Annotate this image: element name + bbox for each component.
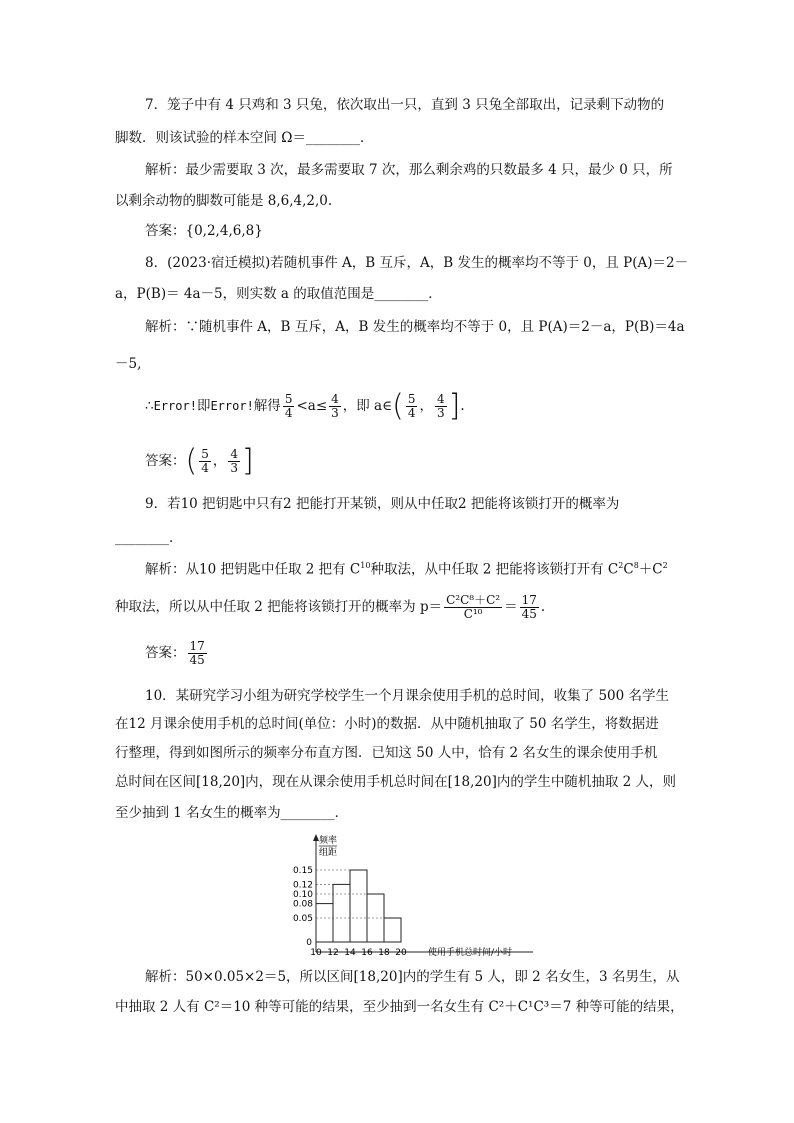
x-tick-label: 18 [378,948,390,958]
fraction-5-4: $\frac{5}{4}$ [284,392,293,420]
ji-a-in: ，即 a∈ [342,398,393,414]
answer-label: 答案： [145,453,186,469]
q8-solution-line3 [145,389,465,423]
right-bracket: ] [448,388,461,424]
y-tick-label: 0.15 [292,866,313,876]
q10-line5: 至少抽到 1 名女生的概率为________． [115,805,349,821]
interval-sep: ， [419,398,433,414]
q8-answer [145,444,254,478]
q9-line2: ________． [115,530,183,546]
q7-line1: 7．笼子中有 4 只鸡和 3 只兔，依次取出一只，直到 3 只兔全部取出，记录剩下动物的 [145,97,665,113]
histogram-bar [350,870,367,942]
y-tick-label: 0.10 [292,890,313,900]
q9-line1: 9．若10 把钥匙中只有2 把能打开某锁，则从中任取2 把能将该锁打开的概率为 [145,496,620,512]
probability-result: $\frac{17}{45}$ [521,593,537,621]
x-axis-label: 使用手机总时间/小时 [428,948,513,958]
q7-answer: 答案：{0,2,4,6,8} [145,223,263,239]
q10-line2: 在12 月课余使用手机的总时间(单位：小时)的数据．从中随机抽取了 50 名学生，将数据进 [115,716,659,732]
q10-line4: 总时间在区间[18,20]内，现在从课余使用手机总时间在[18,20]内的学生中随机抽取 2 人，则 [115,774,677,790]
answer-fraction: $\frac{17}{45}$ [189,639,205,667]
q7-line2: 脚数．则该试验的样本空间 Ω＝________． [115,130,374,146]
q8-solution-line1: 解析：∵随机事件 A，B 互斥，A，B 发生的概率均不等于 0，且 P(A)＝2－a，P(B)＝4a [145,319,685,335]
q9-solution-line1: 解析：从10 把钥匙中任取 2 把有 $C^{10}$种取法，从中任取 2 把能将该锁打开有 $C^2C^8+C^2$ [145,561,668,578]
x-tick-label: 20 [395,948,407,958]
q10-solution-line1: 解析：50×0.05×2＝5，所以区间[18,20]内的学生有 5 人，即 2 名女生，3 名男生，从 [145,969,680,985]
frequency-histogram [283,832,543,960]
fraction-4-3: $\frac{4}{3}$ [331,392,339,420]
x-tick-label: 12 [327,948,339,958]
q10-line1: 10．某研究学习小组为研究学校学生一个月课余使用手机的总时间，收集了 500 名学生 [145,688,670,704]
y-label-top: 频率 [319,836,338,846]
q10-solution-line2: 中抽取 2 人有 C²＝10 种等可能的结果，至少抽到一名女生有 C²＋C¹C³＝7 种等可能的结果， [115,999,684,1015]
y-tick-label: 0.05 [292,914,313,924]
error-text-2: Error! [210,399,254,413]
interval-sep: ， [212,453,227,469]
histogram-bar [384,918,401,942]
q8-solution-line2: －5, [115,356,142,372]
y-label-bottom: 组距 [319,848,338,858]
therefore-symbol: ∴ [145,398,154,414]
interval-high: $\frac{4}{3}$ [436,392,445,420]
interval-low: $\frac{5}{4}$ [407,392,416,420]
q7-solution-line1: 解析：最少需要取 3 次，最多需要取 7 次，那么剩余鸡的只数最多 4 只，最少 0 只，所 [145,162,673,178]
left-paren: ( [185,443,198,479]
q7-solution-line2: 以剩余动物的脚数可能是 8,6,4,2,0. [115,193,333,209]
left-paren: ( [392,388,404,424]
error-text-1: Error! [153,399,197,413]
period: . [460,398,465,414]
origin-label: 0 [306,938,312,948]
histogram-bar [316,904,333,942]
y-tick-label: 0.12 [292,880,313,891]
ji-text: 即 [196,398,211,414]
q9-solution-line2: 种取法，所以从中任取 2 把能将该锁打开的概率为 p＝ $\frac{\text{C²C⁸＋C²}}{\text{C¹⁰}}$ ＝ $\frac{17}{45}$ . [115,593,546,621]
q8-line1: 8．(2023·宿迁模拟)若随机事件 A，B 互斥，A，B 发生的概率均不等于 0，且 P(A)＝2－ [145,255,689,271]
jiede-text: 解得 [253,398,281,414]
probability-fraction: $\frac{\text{C²C⁸＋C²}}{\text{C¹⁰}}$ [446,593,501,621]
lt-a-le: <a≤ [296,398,328,414]
q10-line3: 行整理，得到如图所示的频率分布直方图．已知这 50 人中，恰有 2 名女生的课余使用手机 [115,745,658,761]
q8-line2: a，P(B)＝ 4a－5，则实数 a 的取值范围是________． [115,286,442,302]
x-tick-label: 10 [310,948,322,958]
q9-answer: 答案： $\frac{17}{45}$ [145,639,205,667]
answer-high: $\frac{4}{3}$ [230,447,238,475]
answer-low: $\frac{5}{4}$ [201,447,209,475]
x-tick-label: 14 [344,948,356,958]
x-tick-label: 16 [361,948,373,958]
right-bracket: ] [242,443,254,479]
histogram-bar [333,884,350,942]
y-tick-label: 0.08 [292,899,313,910]
